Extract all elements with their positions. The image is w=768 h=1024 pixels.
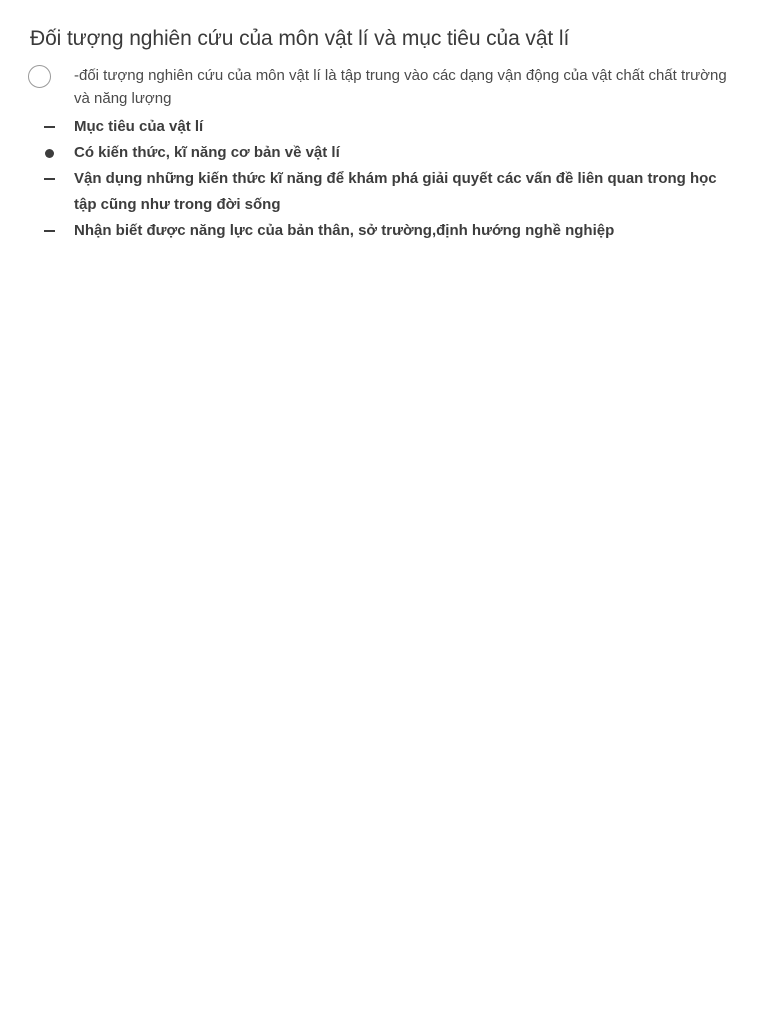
list-item[interactable] xyxy=(30,114,740,140)
todo-checkbox[interactable] xyxy=(28,65,51,88)
list-item[interactable] xyxy=(30,140,740,166)
dot-bullet-icon xyxy=(42,140,58,166)
dash-bullet-icon xyxy=(42,114,58,140)
bullet-list xyxy=(30,114,740,244)
list-item-text: Nhận biết được năng lực của bản thân, sở trường,định hướng nghề nghiệp xyxy=(74,222,615,239)
page-title: Đối tượng nghiên cứu của môn vật lí và mục tiêu của vật lí xyxy=(30,27,570,50)
list-item[interactable] xyxy=(30,218,740,244)
list-item[interactable] xyxy=(30,166,740,218)
list-item-text: Mục tiêu của vật lí xyxy=(74,118,204,135)
dash-bullet-icon xyxy=(42,218,58,244)
todo-text[interactable]: -đối tượng nghiên cứu của môn vật lí là tập trung vào các dạng vận động của vật chất chất trường và năng lượng xyxy=(74,67,727,107)
dash-bullet-icon xyxy=(42,166,58,192)
list-item-text: Có kiến thức, kĩ năng cơ bản về vật lí xyxy=(74,144,340,161)
todo-item xyxy=(30,64,740,110)
list-item-text: Vận dụng những kiến thức kĩ năng để khám phá giải quyết các vấn đề liên quan trong học tập cũng như trong đời sống xyxy=(74,170,717,213)
